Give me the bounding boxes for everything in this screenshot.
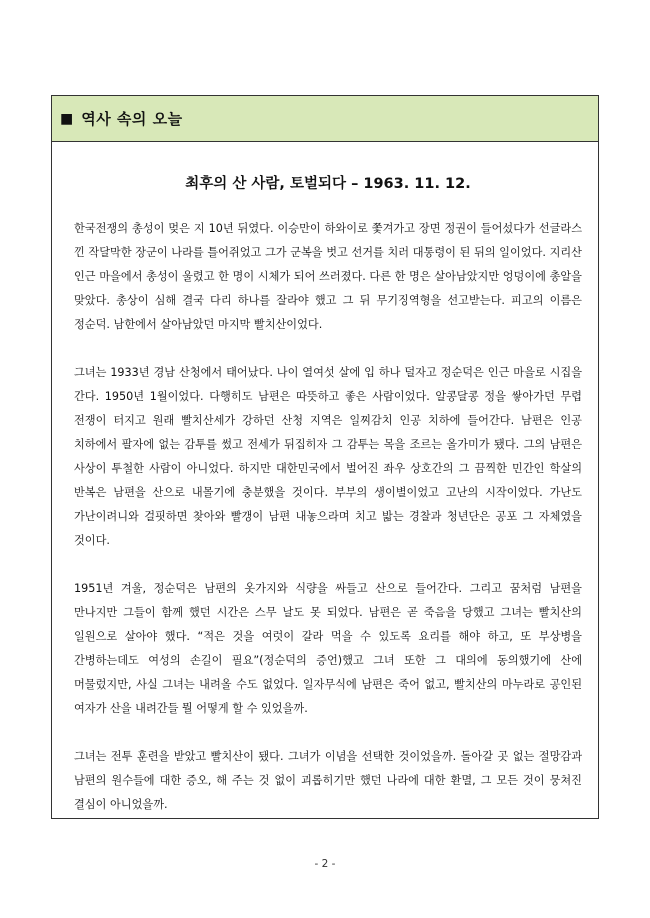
section-title: 역사 속의 오늘: [81, 110, 183, 128]
page-number: - 2 -: [314, 858, 336, 870]
paragraph: 한국전쟁의 총성이 멎은 지 10년 뒤였다. 이승만이 하와이로 쫓겨가고 장면 정권이 들어섰다가 선글라스 낀 작달막한 장군이 나라를 틀어쥐었고 그가 군복을 벗고 선거를 치러 대통령이 된 뒤의 일이었다. 지리산 인근 마을에서 총성이 울렸고 한 명이 시체가 되어 쓰러졌다. 다른 한 명은 살아남았지만 엉덩이에 총알을 맞았다. 총상이 심해 결국 다리 하나를 잘라야 했고 그 뒤 무기징역형을 선고받는다. 피고의 이름은 정순덕. 남한에서 살아남았던 마지막 빨치산이었다.: [74, 222, 582, 331]
section-header: [52, 96, 598, 142]
paragraph: 1951년 겨울, 정순덕은 남편의 옷가지와 식량을 싸들고 산으로 들어간다. 그리고 꿈처럼 남편을 만나지만 그들이 함께 했던 시간은 스무 날도 못 되었다. 남편은 곧 죽음을 당했고 그녀는 빨치산의 일원으로 살아야 했다. “적은 것을 여럿이 갈라 먹을 수 있도록 요리를 해야 하고, 또 부상병을 간병하는데도 여성의 손길이 필요”(정순덕의 증언)했고 그녀 또한 그 대의에 동의했기에 산에 머물렀지만, 사실 그녀는 내려올 수도 없었다. 일자무식에 남편은 죽어 없고, 빨치산의 마누라로 공인된 여자가 산을 내려간들 뭘 어떻게 할 수 있었을까.: [74, 582, 582, 715]
article-title: 최후의 산 사람, 토벌되다 – 1963. 11. 12.: [185, 176, 471, 192]
paragraph: 그녀는 1933년 경남 산청에서 태어났다. 나이 열여섯 살에 입 하나 덜자고 정순덕은 인근 마을로 시집을 간다. 1950년 1월이었다. 다행히도 남편은 따뜻하고 좋은 사람이었다. 알콩달콩 정을 쌓아가던 무렵 전쟁이 터지고 원래 빨치산세가 강하던 산청 지역은 일찌감치 인공 치하에 들어간다. 남편은 인공 치하에서 팔자에 없는 감투를 썼고 전세가 뒤집히자 그 감투는 목을 조르는 올가미가 됐다. 그의 남편은 사상이 투철한 사람이 아니었다. 하지만 대한민국에서 벌어진 좌우 상호간의 그 끔찍한 민간인 학살의 반복은 남편을 산으로 내몰기에 충분했을 것이다. 부부의 생이별이었고 고난의 시작이었다. 가난도 가난이려니와 걸핏하면 찾아와 빨갱이 남편 내놓으라며 치고 밟는 경찰과 청년단은 공포 그 자체였을 것이다.: [74, 366, 582, 547]
paragraph: 그녀는 전투 훈련을 받았고 빨치산이 됐다. 그녀가 이념을 선택한 것이었을까. 돌아갈 곳 없는 절망감과 남편의 원수들에 대한 증오, 해 주는 것 없이 괴롭히기만 했던 나라에 대한 환멸, 그 모든 것이 뭉쳐진 결심이 아니었을까.: [74, 750, 582, 811]
history-today-box: [51, 95, 599, 819]
article-body: [52, 172, 598, 817]
square-bullet-icon: ■: [60, 110, 74, 127]
